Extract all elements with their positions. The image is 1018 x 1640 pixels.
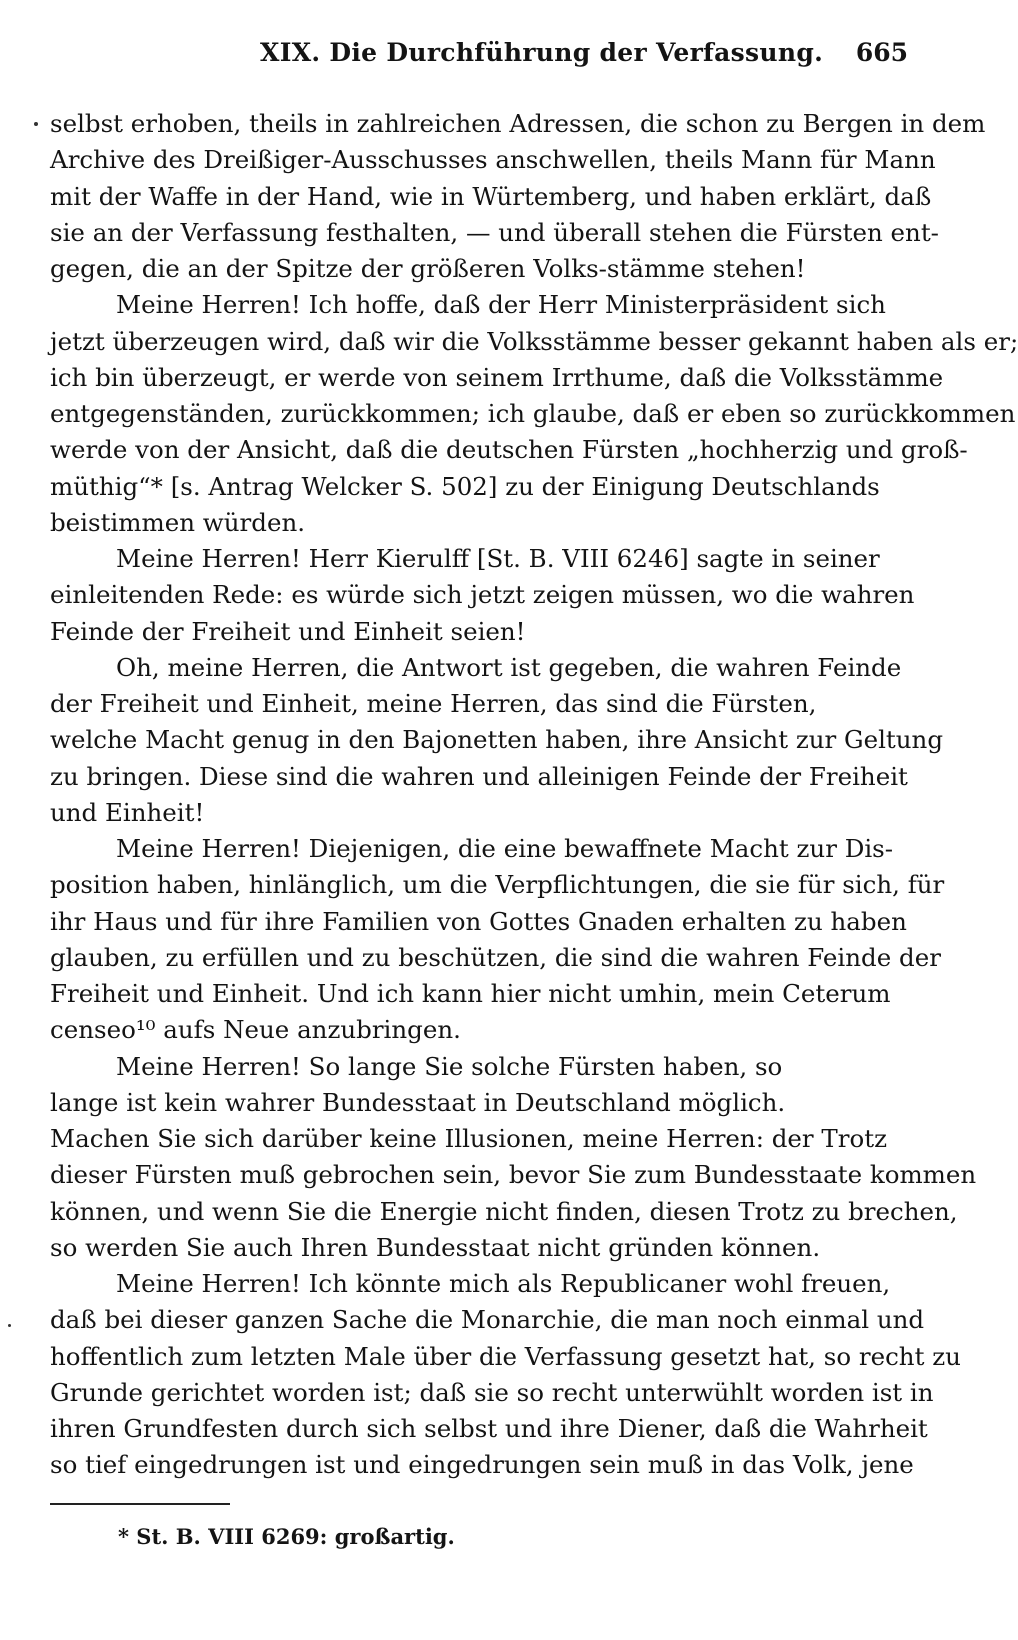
margin-mark <box>34 122 38 126</box>
paragraph-start-line: Meine Herren! So lange Sie solche Fürsten haben, so <box>116 1051 783 1081</box>
margin-mark <box>8 1324 11 1327</box>
text-line: glauben, zu erfüllen und zu beschützen, die sind die wahren Feinde der <box>50 942 941 972</box>
text-line: so tief eingedrungen ist und eingedrungen sein muß in das Volk, jene <box>50 1450 914 1480</box>
text-line: der Freiheit und Einheit, meine Herren, das sind die Fürsten, <box>50 689 817 718</box>
text-line: Freiheit und Einheit. Und ich kann hier nicht umhin, mein Ceterum <box>50 979 891 1008</box>
text-line: Feinde der Freiheit und Einheit seien! <box>50 616 526 646</box>
text-line: entgegenständen, zurückkommen; ich glaube, daß er eben so zurückkommen <box>50 399 1016 428</box>
text-line: mit der Waffe in der Hand, wie in Würtemberg, und haben erklärt, daß <box>50 181 932 211</box>
footnote-divider <box>50 1503 230 1505</box>
text-line: Grunde gerichtet worden ist; daß sie so recht unterwühlt worden ist in <box>50 1377 934 1407</box>
text-line: ich bin überzeugt, er werde von seinem Irrthume, daß die Volksstämme <box>50 362 944 392</box>
footnote: * St. B. VIII 6269: großartig. <box>118 1524 455 1549</box>
paragraph-start-line: Meine Herren! Ich hoffe, daß der Herr Ministerpräsident sich <box>116 290 886 320</box>
paragraph-start-line: Meine Herren! Herr Kierulff [St. B. VIII 6246] sagte in seiner <box>116 544 880 573</box>
text-line: ihren Grundfesten durch sich selbst und ihre Diener, daß die Wahrheit <box>50 1414 928 1443</box>
text-line: dieser Fürsten muß gebrochen sein, bevor Sie zum Bundesstaate kommen <box>50 1160 977 1190</box>
text-line: selbst erhoben, theils in zahlreichen Adressen, die schon zu Bergen in dem <box>50 109 986 138</box>
page-number: 665 <box>855 38 908 67</box>
chapter-title: XIX. Die Durchführung der Verfassung. <box>260 38 824 67</box>
paragraph-start-line: Oh, meine Herren, die Antwort ist gegeben, die wahren Feinde <box>116 652 902 682</box>
text-line: Machen Sie sich darüber keine Illusionen, meine Herren: der Trotz <box>50 1124 887 1153</box>
text-line: werde von der Ansicht, daß die deutschen Fürsten „hochherzig und groß- <box>50 435 968 465</box>
paragraph-start-line: Meine Herren! Ich könnte mich als Republicaner wohl freuen, <box>116 1269 891 1298</box>
text-line: hoffentlich zum letzten Male über die Verfassung gesetzt hat, so recht zu <box>50 1341 961 1371</box>
text-line: müthig“* [s. Antrag Welcker S. 502] zu der Einigung Deutschlands <box>50 471 880 501</box>
text-line: censeo¹⁰ aufs Neue anzubringen. <box>50 1015 461 1045</box>
text-line: Archive des Dreißiger-Ausschusses anschwellen, theils Mann für Mann <box>50 145 936 175</box>
text-line: welche Macht genug in den Bajonetten haben, ihre Ansicht zur Geltung <box>50 725 944 755</box>
text-line: so werden Sie auch Ihren Bundesstaat nicht gründen können. <box>50 1232 821 1262</box>
text-line: sie an der Verfassung festhalten, — und überall stehen die Fürsten ent- <box>50 217 939 247</box>
text-line: und Einheit! <box>50 797 205 827</box>
text-line: jetzt überzeugen wird, daß wir die Volksstämme besser gekannt haben als er; <box>50 326 1018 356</box>
text-line: zu bringen. Diese sind die wahren und alleinigen Feinde der Freiheit <box>50 761 908 791</box>
running-head <box>50 38 908 78</box>
text-line: position haben, hinlänglich, um die Verpflichtungen, die sie für sich, für <box>50 870 945 900</box>
text-line: lange ist kein wahrer Bundesstaat in Deutschland möglich. <box>50 1087 786 1117</box>
text-line: einleitenden Rede: es würde sich jetzt zeigen müssen, wo die wahren <box>50 580 915 610</box>
body-text <box>50 106 1018 1484</box>
paragraph-start-line: Meine Herren! Diejenigen, die eine bewaffnete Macht zur Dis- <box>116 834 894 863</box>
text-line: beistimmen würden. <box>50 507 306 537</box>
text-line: können, und wenn Sie die Energie nicht finden, diesen Trotz zu brechen, <box>50 1196 958 1226</box>
text-line: gegen, die an der Spitze der größeren Volks-stämme stehen! <box>50 254 806 283</box>
text-line: daß bei dieser ganzen Sache die Monarchie, die man noch einmal und <box>50 1305 925 1335</box>
text-line: ihr Haus und für ihre Familien von Gottes Gnaden erhalten zu haben <box>50 906 907 936</box>
